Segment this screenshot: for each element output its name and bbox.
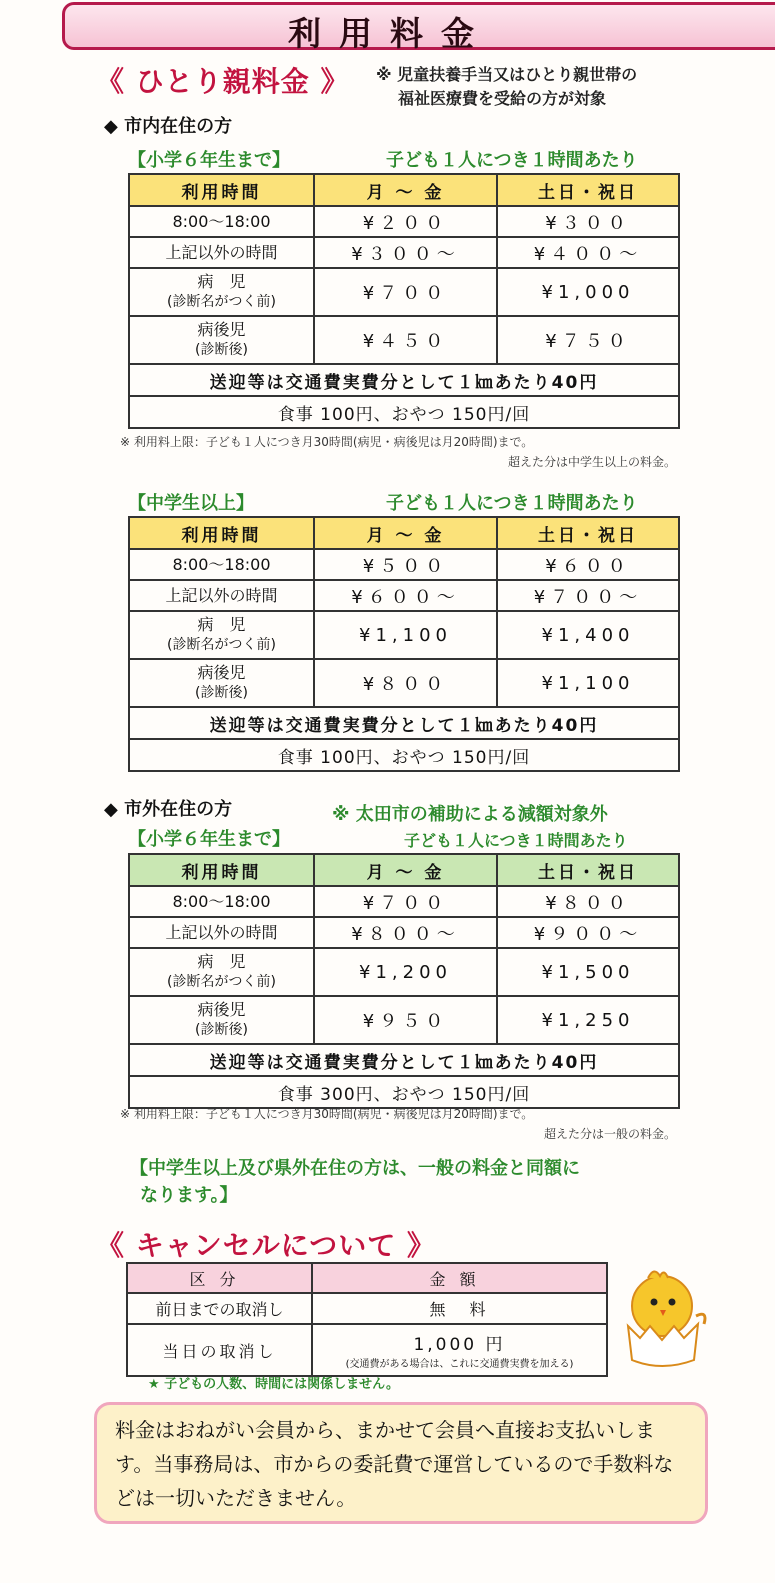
elementary-label: 【小学６年生まで】 [128,150,290,171]
footnote: ※ 利用料上限：子ども１人につき月30時間(病児・病後児は月20時間)まで。 超えた分は中学生以上の料金。 [120,435,676,469]
chick-mascot-icon [612,1264,712,1374]
header-holiday: 土日・祝日 [497,174,679,206]
single-parent-note-line2: 福祉医療費を受給の方が対象 [398,89,607,108]
header-holiday: 土日・祝日 [497,517,679,549]
transport-fee: 送迎等は交通費実費分として１㎞あたり40円 [129,1044,679,1076]
transport-fee: 送迎等は交通費実費分として１㎞あたり40円 [129,364,679,396]
out-city-note: ※ 太田市の補助による減額対象外 [332,804,608,825]
in-city-label: ◆ 市内在住の方 [104,116,233,137]
fee-table-out-city-elementary [128,853,680,1109]
cancel-header-category: 区分 [127,1263,312,1293]
header-weekday: 月 ～ 金 [314,854,497,886]
fee-table-in-city-junior [128,516,680,772]
header-holiday: 土日・祝日 [497,854,679,886]
cancel-heading: 《 キャンセルについて 》 [96,1229,436,1262]
table-row: 病後児 (診断後) ¥９５０ ¥1,250 [129,996,679,1044]
transport-fee: 送迎等は交通費実費分として１㎞あたり40円 [129,707,679,739]
junior-basis: 子ども１人につき１時間あたり [386,493,638,514]
single-parent-heading: 《 ひとり親料金 》 [96,65,350,98]
header-weekday: 月 ～ 金 [314,517,497,549]
table-row: 病 児 (診断名がつく前) ¥1,100 ¥1,400 [129,611,679,659]
payment-note: 料金はおねがい会員から、まかせて会員へ直接お支払いします。当事務局は、市からの委託費で運営しているので手数料などは一切いただきません。 [115,1418,674,1510]
out-city-label: ◆ 市外在住の方 [104,799,233,820]
header-time: 利用時間 [129,854,314,886]
table-row: 上記以外の時間 ¥８００～ ¥９００～ [129,917,679,948]
table-row: 8:00～18:00 ¥２００ ¥３００ [129,206,679,237]
elementary-basis: 子ども１人につき１時間あたり [386,150,638,171]
single-parent-note [376,63,637,111]
out-elementary-label: 【小学６年生まで】 [128,829,290,850]
payment-note-box [94,1402,708,1524]
header-time: 利用時間 [129,517,314,549]
general-fee-note: 【中学生以上及び県外在住の方は、一般の料金と同額に なります。】 [130,1158,580,1206]
cancel-star-note: ★ 子どもの人数、時間には関係しません。 [148,1377,399,1392]
table-row: 8:00～18:00 ¥５００ ¥６００ [129,549,679,580]
footnote: ※ 利用料上限：子ども１人につき月30時間(病児・病後児は月20時間)まで。 超えた分は一般の料金。 [120,1107,676,1141]
table-row: 病 児 (診断名がつく前) ¥1,200 ¥1,500 [129,948,679,996]
meal-fee: 食事 100円、おやつ 150円/回 [129,396,679,428]
header-time: 利用時間 [129,174,314,206]
table-row: 上記以外の時間 ¥３００～ ¥４００～ [129,237,679,268]
table-row: 当日の取消し 1,000 円 (交通費がある場合は、これに交通費実費を加える) [127,1324,607,1376]
meal-fee: 食事 300円、おやつ 150円/回 [129,1076,679,1108]
page-title-banner [62,2,775,53]
header-weekday: 月 ～ 金 [314,174,497,206]
table-row: 上記以外の時間 ¥６００～ ¥７００～ [129,580,679,611]
table-row: 前日までの取消し 無 料 [127,1293,607,1324]
page-title: 利用料金 [288,14,492,53]
table-row: 病後児 (診断後) ¥８００ ¥1,100 [129,659,679,707]
single-parent-note-line1: ※ 児童扶養手当又はひとり親世帯の [376,65,638,84]
table-row: 病 児 (診断名がつく前) ¥７００ ¥1,000 [129,268,679,316]
junior-label: 【中学生以上】 [128,493,254,514]
table-row: 8:00～18:00 ¥７００ ¥８００ [129,886,679,917]
fee-table-in-city-elementary [128,173,680,429]
cancel-table [126,1262,608,1377]
meal-fee: 食事 100円、おやつ 150円/回 [129,739,679,771]
cancel-header-amount: 金額 [312,1263,607,1293]
table-row: 病後児 (診断後) ¥４５０ ¥７５０ [129,316,679,364]
out-elementary-basis: 子ども１人につき１時間あたり [404,831,628,850]
